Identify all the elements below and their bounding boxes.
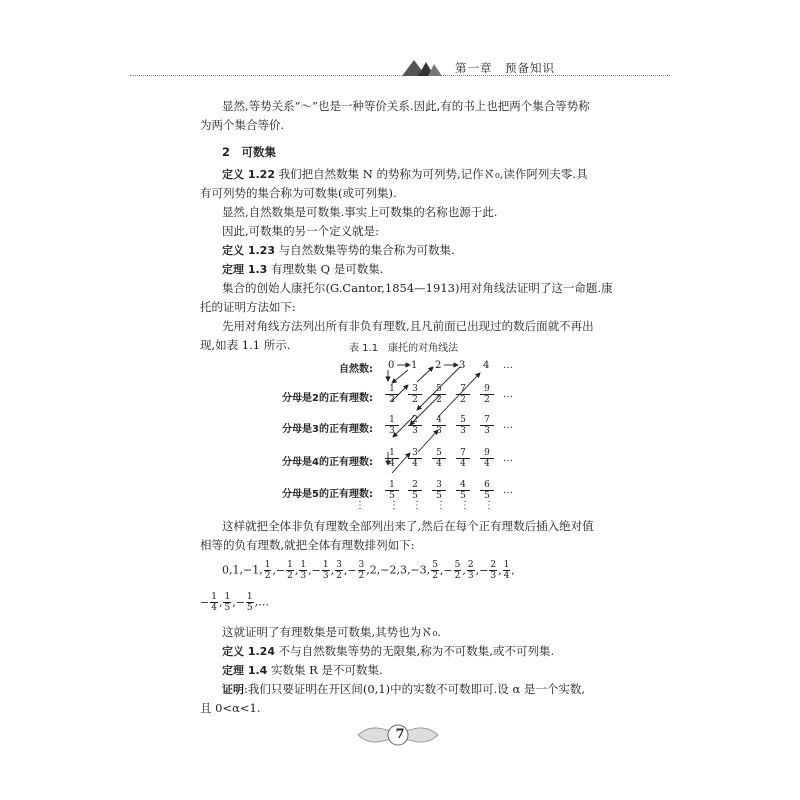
header-triangle-icon [400, 58, 448, 78]
fraction: $\frac{2}{3}$ [467, 560, 474, 581]
minus-sign: − [443, 563, 453, 577]
fraction: $\frac{5}{2}$ [454, 560, 461, 581]
comma: , [511, 563, 515, 577]
theorem-label: 定理 1.4 [222, 664, 268, 677]
natural-number: 1 [411, 360, 418, 371]
sequence-start: 0,1,−1, [222, 563, 263, 577]
section-heading: 2 可数集 [222, 145, 277, 159]
fraction: $\frac{1}{4}$ [503, 560, 510, 581]
minus-sign: − [479, 563, 489, 577]
row-label: 分母是3的正有理数: [282, 424, 373, 435]
rational-sequence-line-2 [200, 592, 269, 613]
fraction: $\frac{3}{2}$ [336, 560, 342, 581]
comma: , [232, 595, 236, 609]
comma: , [218, 595, 223, 609]
minus-sign: − [311, 563, 321, 577]
row-label: 分母是5的正有理数: [282, 489, 373, 500]
paragraph: 相等的负有理数,就把全体有理数排列如下: [200, 538, 415, 552]
fraction: $\frac{1}{3}$ [300, 560, 307, 581]
fraction: $\frac{1}{5}$ [224, 592, 231, 613]
fraction-cell: 2 5 [403, 480, 427, 501]
sequence-mid: ,2,−2,3,−3, [366, 563, 431, 577]
fraction-cell: 7 2 [451, 384, 475, 405]
diagonal-arrows [380, 355, 520, 515]
definition-1-22 [222, 165, 605, 184]
natural-number: 2 [435, 360, 442, 371]
fraction-cell: 3 4 [403, 448, 427, 469]
fraction-cell: 7 3 [475, 415, 499, 436]
row-label: 分母是2的正有理数: [282, 393, 373, 404]
column-vdots: ⋮ [436, 500, 446, 511]
proof-label: 证明 [222, 683, 244, 696]
comma: , [439, 563, 444, 577]
fraction-cell: 9 2 [475, 384, 499, 405]
fraction-cell: 5 4 [427, 448, 451, 469]
comma: , [272, 563, 276, 577]
definition-label: 定义 1.23 [222, 244, 275, 257]
table-title: 表 1.1 康托的对角线法 [349, 343, 459, 354]
sequence-fractions [200, 592, 255, 613]
fraction-cell: 3 2 [403, 384, 427, 405]
definition-1-23 [222, 241, 605, 260]
comma: , [462, 563, 466, 577]
definition-text: 我们把自然数集 N 的势称为可列势,记作ℵ₀,读作阿列夫零.具 [278, 167, 588, 181]
fraction-cell: 1 4 [380, 448, 404, 469]
paragraph: 先用对角线方法列出所有非负有理数,且凡前面已出现过的数后面就不再出 [222, 319, 594, 333]
paragraph: 显然,等势关系“～”也是一种等价关系.因此,有的书上也把两个集合等势称 [222, 99, 590, 113]
minus-sign: − [200, 595, 210, 609]
fraction: $\frac{2}{3}$ [490, 560, 497, 581]
fraction: $\frac{1}{2}$ [287, 560, 293, 581]
row-ellipsis: … [503, 420, 513, 431]
column-vdots: ⋮ [484, 500, 494, 511]
minus-sign: − [235, 595, 245, 609]
comma: , [294, 563, 299, 577]
natural-number: 4 [483, 360, 490, 371]
definition-text: 与自然数集等势的集合称为可数集. [278, 243, 455, 257]
fraction-cell: 7 4 [451, 448, 475, 469]
sequence-fractions [263, 560, 367, 581]
minus-sign: − [347, 563, 357, 577]
paragraph: 显然,自然数集是可数集.事实上可数集的名称也源于此. [222, 205, 498, 219]
paragraph: 且 0<α<1. [200, 701, 261, 715]
proof-text: :我们只要证明在开区间(0,1)中的实数不可数即可.设 α 是一个实数, [244, 682, 586, 696]
fraction-cell: 5 2 [427, 384, 451, 405]
definition-1-24 [222, 642, 605, 661]
paragraph: 因此,可数集的另一个定义就是: [222, 224, 380, 238]
sequence-fractions [430, 560, 515, 581]
row-ellipsis: … [503, 389, 513, 400]
theorem-1-3 [222, 260, 605, 279]
fraction-cell: 6 5 [475, 480, 499, 501]
definition-label: 定义 1.24 [222, 645, 275, 658]
paragraph: 集合的创始人康托尔(G.Cantor,1854—1913)用对角线法证明了这一命题.康 [222, 281, 613, 295]
comma: , [475, 563, 480, 577]
row-ellipsis: … [503, 453, 513, 464]
fraction-cell: 1 2 [380, 384, 404, 405]
paragraph: 有可列势的集合称为可数集(或可列集). [200, 186, 397, 200]
proof [222, 680, 605, 699]
fraction: $\frac{5}{2}$ [432, 560, 438, 581]
fraction-cell: 2 3 [403, 415, 427, 436]
column-vdots: ⋮ [412, 500, 422, 511]
theorem-text: 有理数集 Q 是可数集. [270, 262, 384, 276]
fraction-cell: 5 3 [451, 415, 475, 436]
label-vdots: ⋮ [355, 500, 365, 511]
fraction-cell: 3 5 [427, 480, 451, 501]
definition-text: 不与自然数集等势的无限集,称为不可数集,或不可列集. [278, 644, 555, 658]
fraction-cell: 9 4 [475, 448, 499, 469]
fraction: $\frac{1}{3}$ [322, 560, 329, 581]
fraction: $\frac{1}{5}$ [246, 592, 253, 613]
row-ellipsis: … [503, 360, 513, 371]
fraction: $\frac{1}{4}$ [211, 592, 217, 613]
column-vdots: ⋮ [389, 500, 399, 511]
sequence-tail: ,… [254, 595, 270, 609]
row-ellipsis: … [503, 485, 513, 496]
comma: , [330, 563, 335, 577]
comma: , [498, 563, 502, 577]
theorem-1-4 [222, 661, 605, 680]
comma: , [308, 563, 312, 577]
page-number: 7 [395, 727, 405, 742]
fraction-cell: 4 3 [427, 415, 451, 436]
natural-number: 3 [459, 360, 466, 371]
row-label: 分母是4的正有理数: [282, 457, 373, 468]
paragraph: 托的证明方法如下: [200, 300, 296, 314]
paragraph: 现,如表 1.1 所示. [200, 338, 291, 352]
row-label: 自然数: [339, 364, 373, 375]
fraction-cell: 1 3 [380, 415, 404, 436]
theorem-label: 定理 1.3 [222, 263, 268, 276]
paragraph: 为两个集合等价. [200, 118, 285, 132]
minus-sign: − [275, 563, 286, 577]
fraction-cell: 1 5 [380, 480, 404, 501]
chapter-title: 第一章 预备知识 [455, 61, 555, 75]
fraction-cell: 4 5 [451, 480, 475, 501]
theorem-text: 实数集 R 是不可数集. [270, 663, 383, 677]
fraction: $\frac{3}{2}$ [358, 560, 365, 581]
fraction: $\frac{1}{2}$ [264, 560, 271, 581]
paragraph: 这样就把全体非负有理数全部列出来了,然后在每个正有理数后插入绝对值 [222, 519, 594, 533]
comma: , [343, 563, 348, 577]
rational-sequence-line-1 [222, 560, 515, 581]
definition-label: 定义 1.22 [222, 168, 275, 181]
paragraph: 这就证明了有理数集是可数集,其势也为ℵ₀. [222, 625, 441, 639]
natural-number: 0 [388, 360, 395, 371]
column-vdots: ⋮ [460, 500, 470, 511]
